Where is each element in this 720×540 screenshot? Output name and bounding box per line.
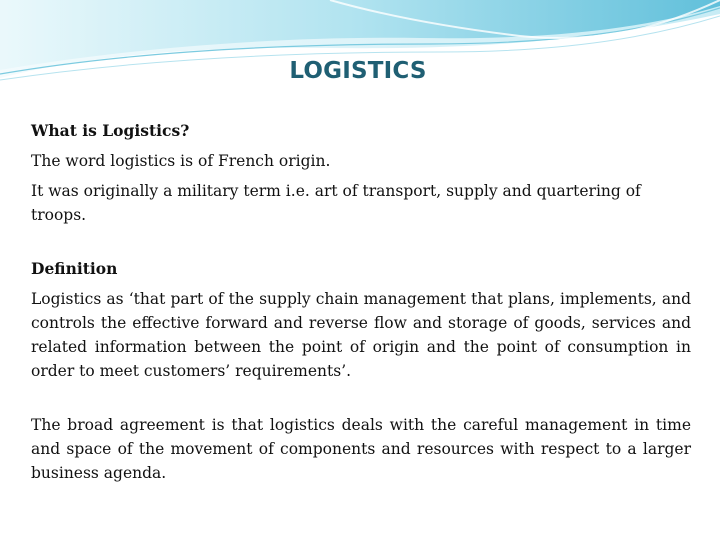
paragraph-agreement: The broad agreement is that logistics deals with the careful management in time and space of the movement of components and resources with respect to a larger business agenda. xyxy=(31,416,691,482)
paragraph-military: It was originally a military term i.e. art of transport, supply and quartering of troops. xyxy=(31,182,641,224)
spacer xyxy=(31,227,691,257)
paragraph-definition: Logistics as ‘that part of the supply chain management that plans, implements, and controls the effective forward and reverse flow and storage of goods, services and related information between the point of origin and the point of consumption in order to meet customers’ requirements’. xyxy=(31,290,691,380)
spacer xyxy=(31,383,691,413)
paragraph-origin: The word logistics is of French origin. xyxy=(31,152,331,170)
slide-title: LOGISTICS xyxy=(289,58,427,84)
heading-what-is-logistics: What is Logistics? xyxy=(31,121,190,140)
heading-definition: Definition xyxy=(31,259,118,278)
slide-body xyxy=(31,119,691,485)
